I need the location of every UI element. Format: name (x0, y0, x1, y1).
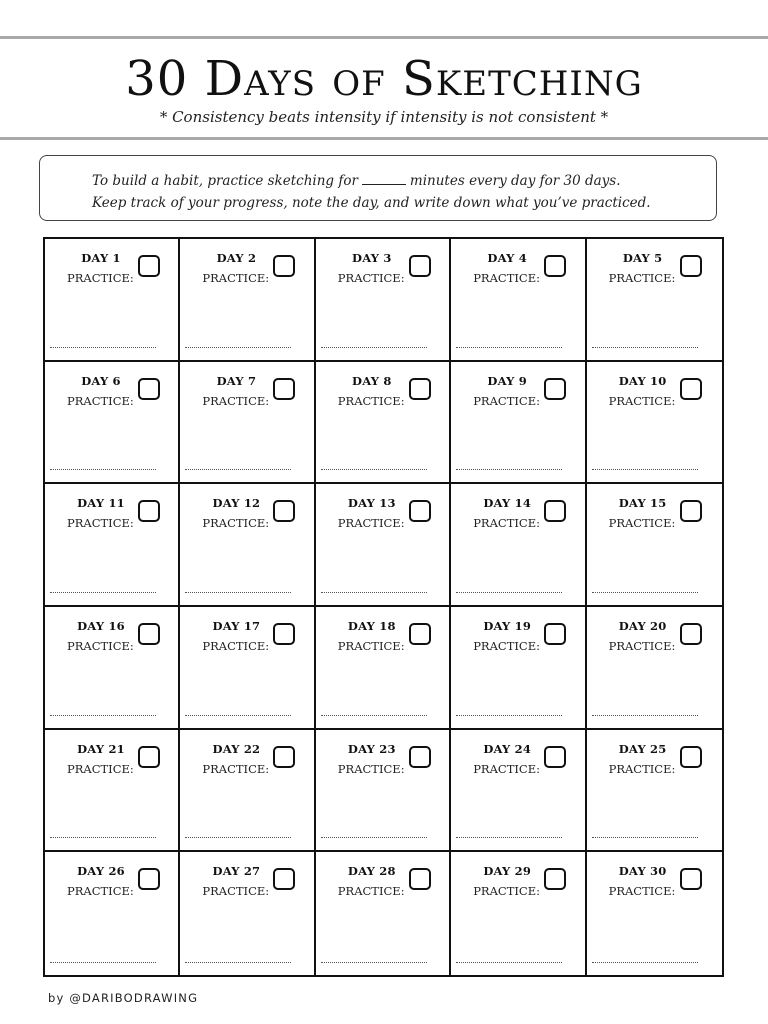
practice-write-line[interactable] (185, 592, 291, 593)
day-checkbox[interactable] (544, 868, 566, 890)
instructions-line-1-end: minutes every day for 30 days. (409, 173, 621, 189)
day-checkbox[interactable] (138, 500, 160, 522)
day-checkbox[interactable] (409, 378, 431, 400)
day-label: DAY 18 (347, 618, 396, 633)
day-cell (45, 239, 180, 362)
day-cell (180, 730, 315, 853)
practice-write-line[interactable] (321, 837, 427, 838)
practice-label: PRACTICE: (67, 638, 134, 653)
day-label: DAY 5 (622, 251, 663, 265)
day-cell (180, 362, 315, 485)
practice-label: PRACTICE: (608, 761, 676, 776)
day-label: DAY 13 (347, 496, 396, 511)
day-checkbox[interactable] (138, 868, 160, 890)
practice-label: PRACTICE: (337, 516, 405, 531)
day-cell (316, 730, 451, 853)
instructions-box (39, 155, 717, 221)
day-cell (316, 484, 451, 607)
practice-label: PRACTICE: (608, 638, 676, 653)
practice-label: PRACTICE: (337, 393, 405, 408)
day-label: DAY 1 (81, 251, 121, 265)
practice-label: PRACTICE: (473, 393, 540, 408)
day-label: DAY 28 (347, 864, 396, 879)
practice-write-line[interactable] (50, 715, 156, 716)
day-label: DAY 16 (77, 618, 125, 633)
page-title: 30 Days of Sketching (125, 51, 643, 107)
day-checkbox[interactable] (273, 500, 295, 522)
day-checkbox[interactable] (273, 255, 295, 277)
practice-label: PRACTICE: (608, 884, 676, 899)
day-label: DAY 9 (487, 373, 527, 388)
day-label: DAY 21 (77, 741, 125, 756)
day-checkbox[interactable] (680, 500, 702, 522)
day-checkbox[interactable] (680, 378, 702, 400)
practice-label: PRACTICE: (473, 638, 540, 653)
day-label: DAY 26 (77, 864, 125, 879)
day-checkbox[interactable] (138, 623, 160, 645)
day-checkbox[interactable] (138, 746, 160, 768)
practice-write-line[interactable] (185, 837, 291, 838)
day-label: DAY 23 (347, 741, 396, 756)
top-rule (0, 36, 768, 39)
day-cell (316, 607, 451, 730)
day-cell (451, 484, 586, 607)
practice-write-line[interactable] (185, 469, 291, 470)
day-cell (451, 730, 586, 853)
day-checkbox[interactable] (680, 623, 702, 645)
practice-write-line[interactable] (321, 962, 427, 963)
page-subtitle: * Consistency beats intensity if intensity is not consistent * (159, 108, 609, 126)
day-checkbox[interactable] (138, 378, 160, 400)
day-cell (587, 239, 722, 362)
day-label: DAY 10 (618, 373, 667, 388)
practice-label: PRACTICE: (337, 638, 405, 653)
practice-write-line[interactable] (50, 469, 156, 470)
day-cell (451, 607, 586, 730)
day-cell (45, 362, 180, 485)
practice-label: PRACTICE: (202, 761, 270, 776)
day-label: DAY 27 (212, 864, 261, 879)
practice-write-line[interactable] (592, 592, 698, 593)
practice-label: PRACTICE: (473, 271, 540, 285)
day-checkbox[interactable] (544, 623, 566, 645)
practice-label: PRACTICE: (67, 884, 134, 899)
day-label: DAY 20 (618, 618, 667, 633)
practice-label: PRACTICE: (608, 271, 676, 285)
practice-label: PRACTICE: (67, 761, 134, 776)
day-cell (316, 239, 451, 362)
practice-write-line[interactable] (321, 592, 427, 593)
bottom-rule (0, 137, 768, 140)
practice-label: PRACTICE: (67, 393, 134, 408)
day-label: DAY 29 (483, 864, 532, 879)
day-cell (316, 852, 451, 975)
practice-write-line[interactable] (592, 347, 698, 348)
practice-label: PRACTICE: (202, 393, 270, 408)
day-cell (587, 730, 722, 853)
practice-label: PRACTICE: (67, 271, 134, 285)
day-label: DAY 24 (483, 741, 532, 756)
day-checkbox[interactable] (138, 255, 160, 277)
day-checkbox[interactable] (409, 623, 431, 645)
practice-label: PRACTICE: (337, 271, 405, 285)
day-cell (180, 239, 315, 362)
day-cell (45, 730, 180, 853)
day-label: DAY 30 (618, 864, 667, 879)
day-cell (180, 852, 315, 975)
practice-write-line[interactable] (50, 347, 156, 348)
practice-write-line[interactable] (456, 715, 562, 716)
instructions-line-2: Keep track of your progress, note the day, and write down what you’ve practiced. (92, 195, 651, 211)
practice-write-line[interactable] (592, 962, 698, 963)
day-tracker-grid (43, 237, 724, 977)
practice-write-line[interactable] (185, 715, 291, 716)
day-label: DAY 19 (483, 618, 532, 633)
practice-write-line[interactable] (592, 469, 698, 470)
day-cell (180, 607, 315, 730)
day-label: DAY 17 (212, 618, 261, 633)
day-cell (45, 484, 180, 607)
day-cell (316, 362, 451, 485)
practice-write-line[interactable] (185, 962, 291, 963)
practice-label: PRACTICE: (202, 884, 270, 899)
day-cell (45, 607, 180, 730)
credit-text: by @DARIBODRAWING (48, 991, 199, 1005)
practice-label: PRACTICE: (337, 884, 405, 899)
day-checkbox[interactable] (409, 255, 431, 277)
practice-write-line[interactable] (456, 592, 562, 593)
practice-label: PRACTICE: (67, 516, 134, 531)
day-checkbox[interactable] (409, 868, 431, 890)
day-checkbox[interactable] (273, 746, 295, 768)
practice-label: PRACTICE: (608, 393, 676, 408)
instructions-line-1-start: To build a habit, practice sketching for (92, 173, 358, 189)
day-cell (180, 484, 315, 607)
day-label: DAY 15 (618, 496, 667, 511)
day-label: DAY 8 (352, 373, 392, 388)
instructions-line-1 (92, 172, 621, 189)
practice-write-line[interactable] (50, 592, 156, 593)
practice-label: PRACTICE: (202, 638, 270, 653)
day-label: DAY 22 (212, 741, 261, 756)
day-label: DAY 6 (81, 373, 121, 388)
day-checkbox[interactable] (680, 868, 702, 890)
day-cell (451, 362, 586, 485)
practice-write-line[interactable] (456, 469, 562, 470)
practice-write-line[interactable] (456, 837, 562, 838)
day-checkbox[interactable] (273, 868, 295, 890)
day-cell (45, 852, 180, 975)
day-cell (587, 607, 722, 730)
practice-write-line[interactable] (185, 347, 291, 348)
practice-label: PRACTICE: (202, 271, 270, 285)
practice-write-line[interactable] (321, 347, 427, 348)
day-cell (587, 362, 722, 485)
practice-write-line[interactable] (321, 715, 427, 716)
day-label: DAY 7 (216, 373, 257, 388)
day-cell (587, 484, 722, 607)
day-label: DAY 11 (77, 496, 125, 511)
practice-write-line[interactable] (50, 837, 156, 838)
day-cell (587, 852, 722, 975)
day-checkbox[interactable] (680, 255, 702, 277)
day-checkbox[interactable] (544, 255, 566, 277)
day-label: DAY 12 (212, 496, 261, 511)
day-checkbox[interactable] (544, 378, 566, 400)
day-checkbox[interactable] (409, 746, 431, 768)
practice-label: PRACTICE: (608, 516, 676, 531)
practice-write-line[interactable] (50, 962, 156, 963)
practice-label: PRACTICE: (202, 516, 270, 531)
practice-write-line[interactable] (592, 715, 698, 716)
day-checkbox[interactable] (273, 623, 295, 645)
practice-label: PRACTICE: (473, 761, 540, 776)
day-label: DAY 2 (216, 251, 257, 265)
day-label: DAY 3 (352, 251, 392, 265)
practice-write-line[interactable] (592, 837, 698, 838)
day-checkbox[interactable] (409, 500, 431, 522)
practice-write-line[interactable] (456, 347, 562, 348)
day-checkbox[interactable] (273, 378, 295, 400)
day-cell (451, 239, 586, 362)
day-checkbox[interactable] (680, 746, 702, 768)
day-label: DAY 25 (618, 741, 667, 756)
practice-label: PRACTICE: (337, 761, 405, 776)
day-label: DAY 4 (487, 251, 527, 265)
practice-write-line[interactable] (321, 469, 427, 470)
day-cell (451, 852, 586, 975)
practice-label: PRACTICE: (473, 884, 540, 899)
day-checkbox[interactable] (544, 500, 566, 522)
practice-write-line[interactable] (456, 962, 562, 963)
day-checkbox[interactable] (544, 746, 566, 768)
practice-label: PRACTICE: (473, 516, 540, 531)
day-label: DAY 14 (483, 496, 532, 511)
minutes-blank-field[interactable] (362, 172, 406, 185)
